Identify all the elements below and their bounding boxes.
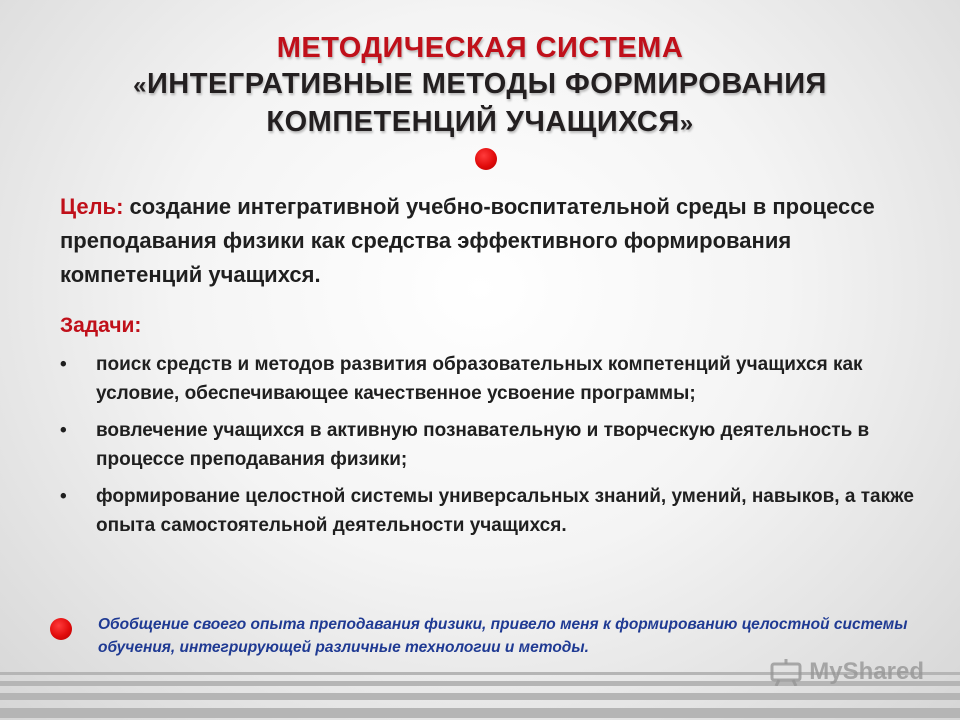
slide-title bbox=[0, 30, 960, 142]
conclusion-note: Обобщение своего опыта преподавания физики, привело меня к формированию целостной системы обучения, интегрирующей различные технологии и методы. bbox=[98, 616, 908, 656]
presentation-icon bbox=[769, 658, 803, 686]
goal-text: создание интегративной учебно-воспитательной среды в процессе преподавания физики как средства эффективного формирования компетенций учащихся. bbox=[60, 194, 875, 287]
task-text: формирование целостной системы универсальных знаний, умений, навыков, а также опыта самостоятельной деятельности учащихся. bbox=[96, 486, 914, 536]
bullet-icon: • bbox=[60, 354, 67, 375]
red-dot-icon bbox=[475, 148, 497, 170]
title-line-2: ИНТЕГРАТИВНЫЕ МЕТОДЫ ФОРМИРОВАНИЯ bbox=[146, 68, 827, 100]
title-quote-close: » bbox=[679, 110, 694, 137]
red-dot-icon bbox=[50, 618, 72, 640]
watermark bbox=[769, 658, 924, 686]
goal-label: Цель: bbox=[60, 194, 124, 219]
list-item bbox=[60, 350, 920, 408]
list-item bbox=[60, 416, 920, 474]
bullet-icon: • bbox=[60, 486, 67, 507]
tasks-list bbox=[60, 350, 920, 548]
tasks-label: Задачи: bbox=[60, 314, 142, 337]
task-text: вовлечение учащихся в активную познавательную и творческую деятельность в процессе преподавания физики; bbox=[96, 420, 870, 470]
title-quote-open: « bbox=[133, 72, 147, 99]
title-line-1: МЕТОДИЧЕСКАЯ СИСТЕМА bbox=[276, 32, 684, 64]
bullet-icon: • bbox=[60, 420, 67, 441]
task-text: поиск средств и методов развития образовательных компетенций учащихся как условие, обеспечивающее качественное усвоение программы; bbox=[96, 354, 863, 404]
title-line-3: КОМПЕТЕНЦИЙ УЧАЩИХСЯ bbox=[266, 106, 680, 138]
goal-paragraph bbox=[60, 190, 920, 292]
list-item bbox=[60, 482, 920, 540]
watermark-text: MyShared bbox=[809, 658, 924, 685]
